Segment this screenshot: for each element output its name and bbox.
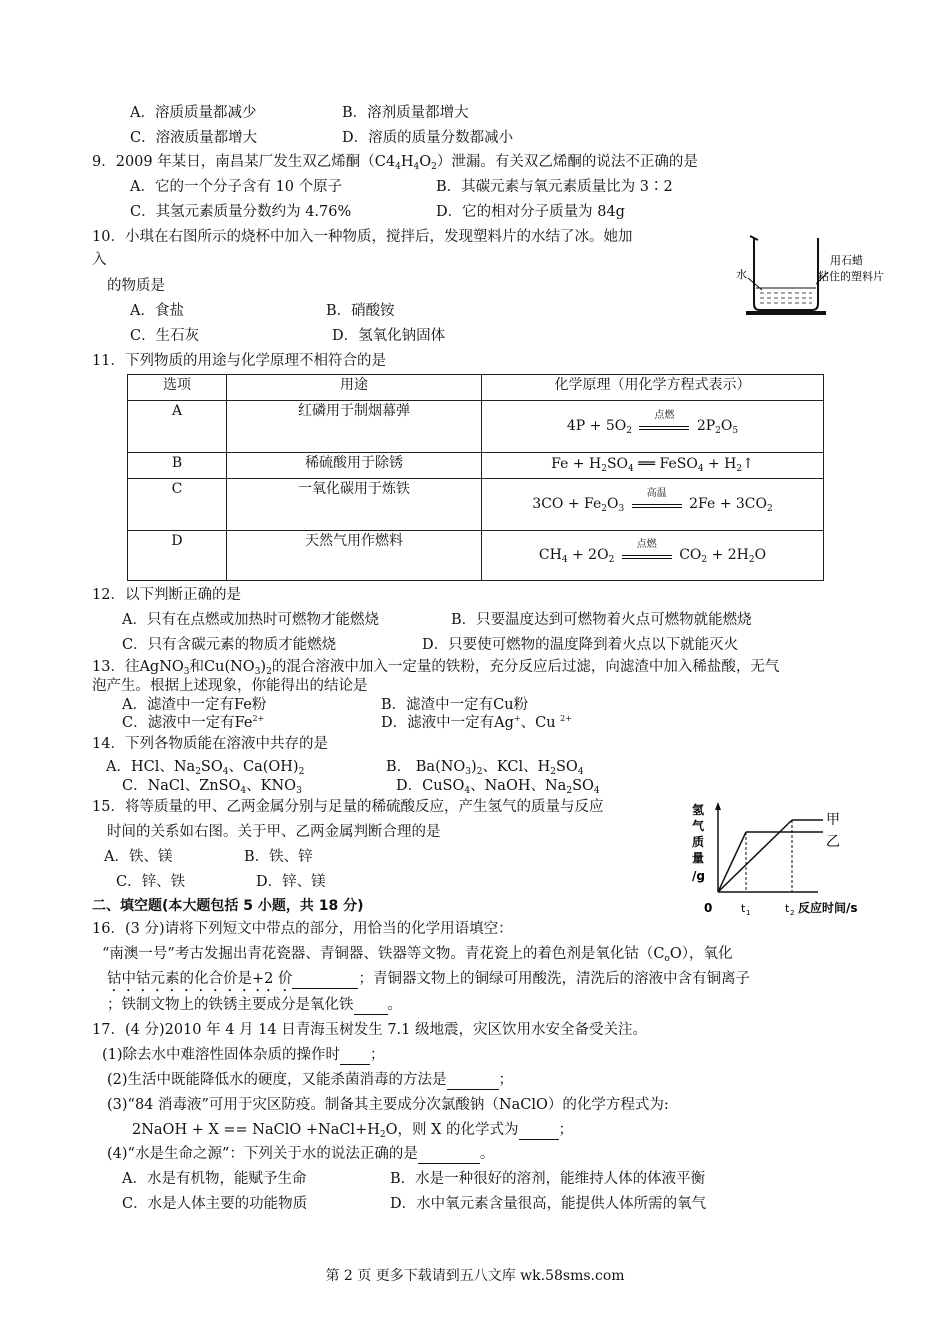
q12-option-b: B．只要温度达到可燃物着火点可燃物就能燃烧	[451, 612, 752, 628]
q13-option-a: A．滤渣中一定有Fe粉	[122, 697, 267, 713]
q11-table	[127, 374, 824, 581]
answer-blank[interactable]	[519, 1121, 559, 1140]
t2-subscript: 2	[790, 909, 795, 917]
q14-option-b: B． $Ba(NO_3)_2$、KCl、$H_2SO_4$	[386, 759, 584, 777]
table-header-cell: 选项	[128, 375, 227, 401]
x-axis-label: 反应时间/s	[798, 901, 858, 915]
q12-stem: 12．以下判断正确的是	[92, 587, 241, 603]
table-header-row	[128, 375, 824, 401]
answer-blank[interactable]	[340, 1046, 370, 1065]
q13-option-c: C．滤液中一定有$Fe^{2+}$	[122, 714, 265, 731]
q15-option-d: D．锌、镁	[256, 874, 326, 890]
option-cell: C	[128, 479, 227, 531]
q15-stem-line2: 时间的关系如右图。关于甲、乙两金属判断合理的是	[107, 824, 441, 840]
q17-option-a: A．水是有机物，能赋予生命	[122, 1171, 307, 1187]
q17-part2: (2)生活中既能降低水的硬度，又能杀菌消毒的方法是 ；	[107, 1071, 513, 1090]
q13-stem-line2: 泡产生。根据上述现象，你能得出的结论是	[92, 678, 368, 694]
option-cell: D	[128, 531, 227, 581]
q16-line2: 钴中钴元素的化合价是+2 价 ；青铜器文物上的铜绿可用酸洗，清洗后的溶液中含有铜离子	[107, 970, 750, 995]
answer-blank[interactable]	[292, 970, 358, 989]
use-cell: 稀硫酸用于除锈	[227, 453, 482, 479]
q15-option-a: A．铁、镁	[104, 849, 173, 865]
q12-option-c: C．只有含碳元素的物质才能燃烧	[122, 637, 337, 653]
q10-stem-line3: 的物质是	[107, 278, 165, 294]
q13-option-b: B．滤渣中一定有Cu粉	[381, 697, 529, 713]
option-cell: B	[128, 453, 227, 479]
q14-stem: 14．下列各物质能在溶液中共存的是	[92, 736, 328, 752]
q8-option-a: A．溶质质量都减少	[130, 105, 257, 121]
equation-cell: $3CO + Fe_2O_3$ 高温 $2Fe + 3CO_2$	[482, 479, 824, 531]
series-yi-rise	[718, 832, 746, 892]
q10-stem-line1: 10．小琪在右图所示的烧杯中加入一种物质，搅拌后，发现塑料片的水结了冰。她加	[92, 229, 633, 245]
page-footer: 第 2 页 更多下载请到五八文库 wk.58sms.com	[325, 1268, 625, 1284]
t1-subscript: 1	[746, 909, 751, 917]
series-yi-label: 乙	[826, 834, 840, 850]
answer-blank[interactable]	[447, 1071, 499, 1090]
q9-option-b: B．其碳元素与氧元素质量比为 3∶2	[436, 179, 673, 195]
q17-part3-equation: 2NaOH + X == NaClO $+NaCl+H_2O$，则 X 的化学式为 ；	[132, 1122, 574, 1140]
q16-line1: “南澳一号”考古发掘出青花瓷器、青铜器、铁器等文物。青花瓷上的着色剂是氧化钴$(C_oO)$，氧化	[102, 946, 733, 964]
q16-line3: ；铁制文物上的铁锈主要成分是氧化铁 。	[107, 996, 402, 1015]
q17-part1: (1)除去水中难溶性固体杂质的操作时 ；	[102, 1046, 385, 1065]
water-label: 水	[736, 268, 747, 281]
q9-stem: 9．2009 年某日，南昌某厂发生双乙烯酮$(C4_4H_4O_2)$泄漏。有关双乙烯酮的说法不正确的是	[92, 154, 698, 172]
table-header-cell: 化学原理（用化学方程式表示）	[482, 375, 824, 401]
equation-cell: $Fe + H_2SO_4$ ══ FeSO$_4$ + $H_2↑$	[482, 453, 824, 479]
q10-option-a: A．食盐	[130, 303, 184, 319]
q12-option-d: D．只要使可燃物的温度降到着火点以下就能灭火	[422, 637, 739, 653]
q17-option-b: B．水是一种很好的溶剂，能维持人体的体液平衡	[390, 1171, 706, 1187]
q12-option-a: A．只有在点燃或加热时可燃物才能燃烧	[122, 612, 379, 628]
q13-option-d: D．滤液中一定有Ag+、Cu $^{2+}$	[381, 714, 572, 731]
q15-option-c: C．锌、铁	[116, 874, 186, 890]
t2-label: t	[785, 902, 790, 915]
y-label-char: 质	[692, 835, 705, 849]
table-header-cell: 用途	[227, 375, 482, 401]
use-cell: 一氧化碳用于炼铁	[227, 479, 482, 531]
origin-label: 0	[704, 901, 713, 915]
hydrogen-time-graph	[688, 800, 888, 920]
plate-label-line2: 粘住的塑料片	[818, 270, 884, 283]
y-label-char: 气	[692, 819, 705, 833]
series-jia-rise	[718, 820, 792, 892]
q17-part3: (3)“84 消毒液”可用于灾区防疫。制备其主要成分次氯酸钠（NaClO）的化学方程式为:	[107, 1097, 669, 1113]
option-cell: A	[128, 401, 227, 453]
q11-stem: 11．下列物质的用途与化学原理不相符合的是	[92, 353, 386, 369]
q17-option-c: C．水是人体主要的功能物质	[122, 1196, 308, 1212]
t1-label: t	[741, 902, 746, 915]
q14-option-d: D．CuSO$_4$、NaOH、$Na_2SO_4$	[396, 778, 600, 796]
q8-option-c: C．溶液质量都增大	[130, 130, 258, 146]
beaker-figure	[732, 232, 902, 322]
use-cell: 红磷用于制烟幕弹	[227, 401, 482, 453]
q10-option-c: C．生石灰	[130, 328, 200, 344]
q15-option-b: B．铁、锌	[244, 849, 313, 865]
table-row	[128, 479, 824, 531]
q9-option-a: A．它的一个分子含有 10 个原子	[130, 179, 343, 195]
q14-option-a: A．HCl、$Na_2SO_4$、$Ca(OH)_2$	[106, 759, 305, 777]
answer-blank[interactable]	[354, 996, 388, 1015]
q10-option-b: B．硝酸铵	[326, 303, 395, 319]
q9-option-d: D．它的相对分子质量为 84g	[436, 204, 625, 220]
use-cell: 天然气用作燃料	[227, 531, 482, 581]
q13-stem-line1: 13．往AgNO$_3$和$Cu(NO_3)_2$的混合溶液中加入一定量的铁粉，充分反应后过滤，向滤渣中加入稀盐酸，无气	[92, 659, 780, 677]
q8-option-b: B．溶剂质量都增大	[342, 105, 469, 121]
q17-part4: (4)“水是生命之源”：下列关于水的说法正确的是 。	[107, 1145, 494, 1164]
q17-option-d: D．水中氧元素含量很高，能提供人体所需的氧气	[390, 1196, 707, 1212]
y-label-char: /g	[692, 869, 705, 883]
y-axis-arrow	[715, 802, 721, 810]
q17-stem: 17．(4 分)2010 年 4 月 14 日青海玉树发生 7.1 级地震，灾区饮用水安全备受关注。	[92, 1022, 647, 1038]
equation-cell: $CH_4 + 2O_2$ 点燃 $CO_2 + 2H_2O$	[482, 531, 824, 581]
section-2-title: 二、填空题(本大题包括 5 小题，共 18 分)	[92, 898, 364, 914]
table-row	[128, 453, 824, 479]
table-row	[128, 531, 824, 581]
q9-option-c: C．其氢元素质量分数约为 4.76%	[130, 204, 352, 220]
q8-option-d: D．溶质的质量分数都减小	[342, 130, 514, 146]
q15-stem-line1: 15．将等质量的甲、乙两金属分别与足量的稀硫酸反应，产生氢气的质量与反应	[92, 799, 604, 815]
q14-option-c: C．NaCl、ZnSO$_4$、$KNO_3$	[122, 778, 302, 796]
answer-blank[interactable]	[418, 1145, 480, 1164]
q10-option-d: D．氢氧化钠固体	[332, 328, 446, 344]
series-jia-label: 甲	[826, 812, 840, 828]
q10-stem-line2: 入	[92, 252, 107, 268]
plate-label-line1: 用石蜡	[830, 254, 863, 267]
equation-cell: $4P + 5O_2$ 点燃 $2P_2O_5$	[482, 401, 824, 453]
q16-stem: 16．(3 分)请将下列短文中带点的部分，用恰当的化学用语填空：	[92, 921, 513, 937]
table-row	[128, 401, 824, 453]
y-label-char: 氢	[692, 803, 705, 817]
y-label-char: 量	[692, 851, 705, 865]
